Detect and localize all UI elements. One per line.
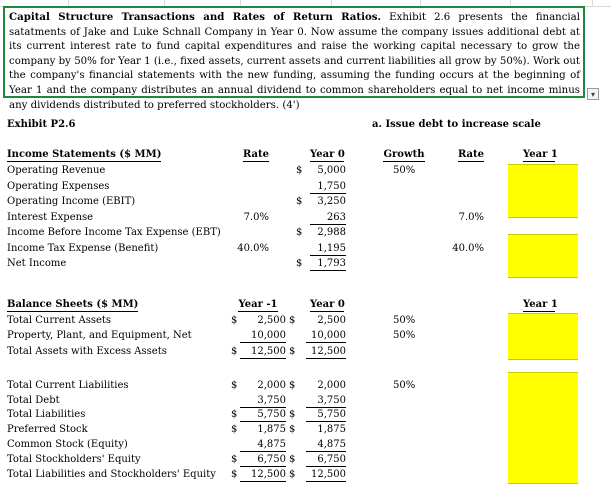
balance-dollar-sign: $	[231, 346, 238, 357]
income-row-label: Net Income	[7, 258, 67, 269]
income-year0-value: 5,000	[317, 165, 346, 176]
balance-yearm1-value: 6,750	[240, 454, 286, 467]
balance-year0-value: 10,000	[306, 330, 346, 343]
income-col-year1: Year 1	[523, 149, 558, 160]
year1-input-block-interest[interactable]	[508, 234, 578, 278]
balance-yearm1-value: 12,500	[240, 469, 286, 482]
balance-year0-value: 3,750	[306, 395, 346, 408]
income-dollar-sign: $	[296, 258, 303, 269]
income-col-year0: Year 0	[310, 149, 345, 160]
balance-year0-value: 4,875	[306, 439, 346, 452]
income-col-rate2: Rate	[458, 149, 485, 160]
balance-yearm1-value: 10,000	[240, 330, 286, 343]
income-year0-value: 2,988	[317, 227, 346, 238]
income-year0-value: 1,793	[310, 258, 346, 271]
income-col-growth: Growth	[383, 149, 425, 160]
year1-input-block-liabilities[interactable]	[508, 372, 578, 484]
balance-yearm1-value: 12,500	[240, 346, 286, 359]
income-row-label: Operating Expenses	[7, 181, 110, 192]
balance-year0-value: 1,875	[317, 424, 346, 435]
income-year0-value: 263	[310, 212, 346, 225]
balance-dollar-sign: $	[231, 380, 238, 391]
year1-input-block-revenue[interactable]	[508, 164, 578, 218]
balance-year0-value: 6,750	[306, 454, 346, 467]
year1-input-block-assets[interactable]	[508, 313, 578, 360]
balance-col-yearm1: Year -1	[238, 299, 278, 310]
income-row-label: Interest Expense	[7, 212, 94, 223]
balance-dollar-sign: $	[231, 424, 238, 435]
income-dollar-sign: $	[296, 196, 303, 207]
balance-yearm1-value: 5,750	[240, 409, 286, 422]
balance-dollar-sign: $	[289, 469, 296, 480]
balance-dollar-sign: $	[289, 454, 296, 465]
income-year0-value: 1,195	[310, 243, 346, 256]
balance-col-year1: Year 1	[523, 299, 558, 310]
balance-yearm1-value: 3,750	[240, 395, 286, 408]
cell-dropdown-icon[interactable]: ▾	[587, 88, 599, 100]
balance-row-label: Total Liabilities	[7, 409, 86, 420]
income-rate: 40.0%	[237, 243, 269, 254]
balance-year0-value: 12,500	[306, 346, 346, 359]
scenario-label: a. Issue debt to increase scale	[372, 119, 541, 130]
balance-row-label: Total Debt	[7, 395, 60, 406]
income-rate2: 7.0%	[458, 212, 484, 223]
income-rate: 7.0%	[243, 212, 269, 223]
income-dollar-sign: $	[296, 227, 303, 238]
balance-dollar-sign: $	[289, 424, 296, 435]
balance-yearm1-value: 4,875	[240, 439, 286, 452]
balance-growth: 50%	[393, 380, 416, 391]
income-year0-value: 3,250	[317, 196, 346, 207]
balance-dollar-sign: $	[289, 315, 296, 326]
balance-col-year0: Year 0	[310, 299, 345, 310]
balance-row-label: Total Current Liabilities	[7, 380, 129, 391]
income-row-label: Income Before Income Tax Expense (EBT)	[7, 227, 221, 238]
balance-yearm1-value: 2,000	[257, 380, 286, 391]
balance-row-label: Total Liabilities and Stockholders' Equity	[7, 469, 216, 480]
balance-header: Balance Sheets ($ MM)	[7, 299, 139, 310]
income-row-label: Income Tax Expense (Benefit)	[7, 243, 159, 254]
balance-row-label: Total Assets with Excess Assets	[7, 346, 167, 357]
balance-dollar-sign: $	[231, 409, 238, 420]
exhibit-label: Exhibit P2.6	[7, 119, 76, 130]
problem-title: Capital Structure Transactions and Rates of Return Ratios.	[9, 11, 382, 23]
balance-year0-value: 5,750	[306, 409, 346, 422]
balance-row-label: Property, Plant, and Equipment, Net	[7, 330, 192, 341]
income-dollar-sign: $	[296, 165, 303, 176]
balance-growth: 50%	[393, 330, 416, 341]
balance-dollar-sign: $	[289, 380, 296, 391]
balance-row-label: Total Current Assets	[7, 315, 112, 326]
balance-year0-value: 2,000	[317, 380, 346, 391]
balance-row-label: Common Stock (Equity)	[7, 439, 128, 450]
income-year0-value: 1,750	[310, 181, 346, 194]
income-growth: 50%	[393, 165, 416, 176]
income-row-label: Operating Income (EBIT)	[7, 196, 136, 207]
income-row-label: Operating Revenue	[7, 165, 106, 176]
balance-dollar-sign: $	[231, 315, 238, 326]
balance-year0-value: 2,500	[317, 315, 346, 326]
problem-statement-cell[interactable]	[3, 6, 585, 111]
balance-yearm1-value: 1,875	[257, 424, 286, 435]
balance-year0-value: 12,500	[306, 469, 346, 482]
problem-text: Exhibit 2.6 presents the financial satatments of Jake and Luke Schnall Company in Year 0. Now assume the company issues additional debt at its current interest rate to fund capital expenditures and raise the working capital necessary to grow the company by 50% for Year 1 (i.e., fixed assets, current assets and current liabilities all grow by 50%). Work out the company's financial statements with the new funding, assuming the funding occurs at the beginning of Year 1 and the company distributes an annual dividend to common shareholders equal to net income minus any dividends distributed to preferred stockholders. (4')	[9, 12, 580, 111]
balance-growth: 50%	[393, 315, 416, 326]
balance-yearm1-value: 2,500	[257, 315, 286, 326]
balance-dollar-sign: $	[231, 454, 238, 465]
balance-row-label: Total Stockholders' Equity	[7, 454, 141, 465]
balance-dollar-sign: $	[289, 346, 296, 357]
income-col-rate: Rate	[243, 149, 270, 160]
balance-dollar-sign: $	[231, 469, 238, 480]
income-header: Income Statements ($ MM)	[7, 149, 162, 160]
balance-dollar-sign: $	[289, 409, 296, 420]
income-rate2: 40.0%	[452, 243, 484, 254]
balance-row-label: Preferred Stock	[7, 424, 88, 435]
